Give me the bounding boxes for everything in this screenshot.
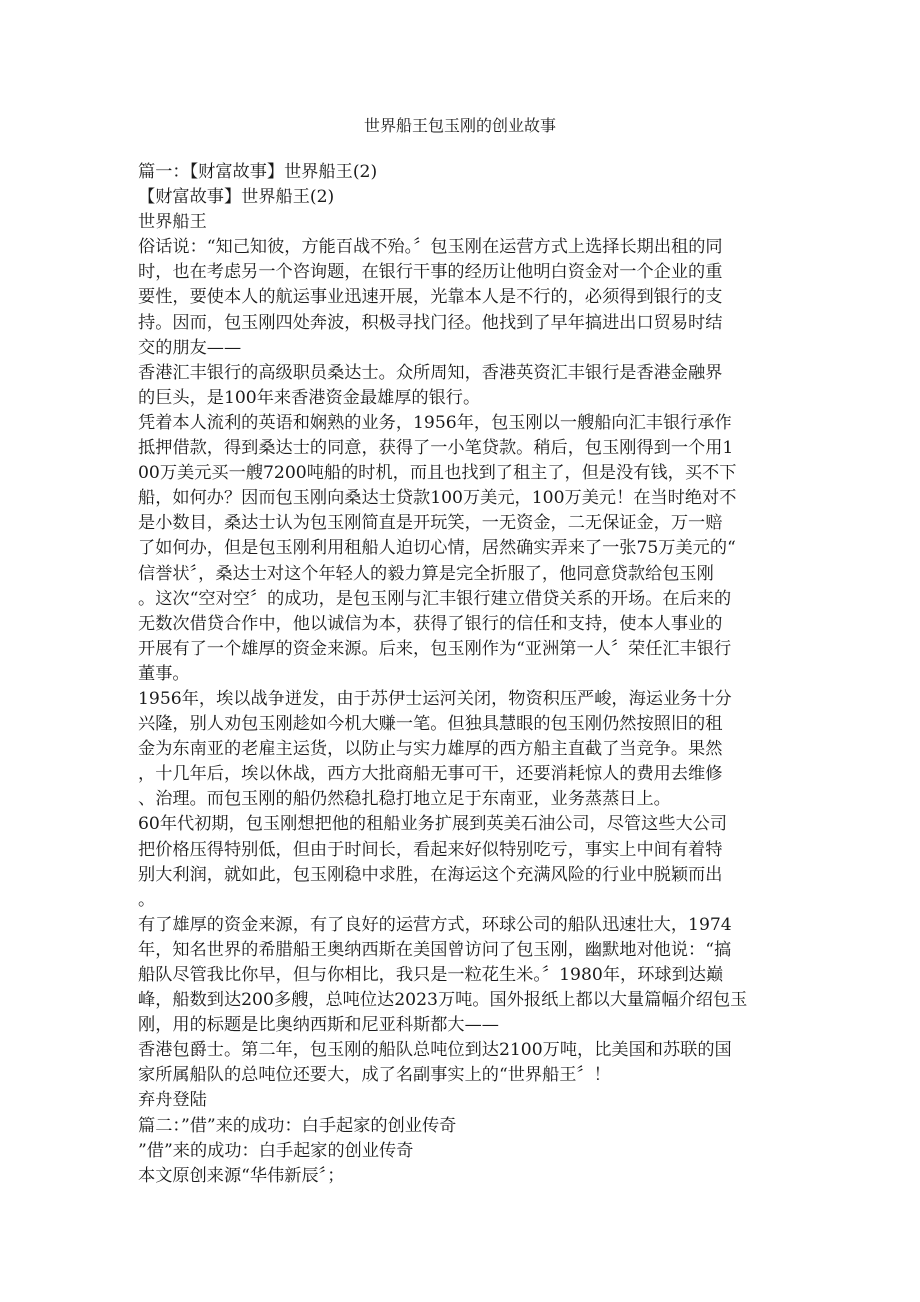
text-line: 持。因而，包玉刚四处奔波，积极寻找门径。他找到了早年搞进出口贸易时结 xyxy=(138,312,723,333)
text-line: 船，如何办？因而包玉刚向桑达士贷款100万美元，100万美元！在当时绝对不 xyxy=(138,488,737,509)
text-line: 船队尽管我比你早，但与你相比，我只是一粒花生米。〞1980年，环球到达巅 xyxy=(138,965,724,985)
text-line: 开展有了一个雄厚的资金来源。后来，包玉刚作为“亚洲第一人〞荣任汇丰银行 xyxy=(138,638,732,659)
article-title: 【财富故事】世界船王(2) xyxy=(138,187,335,208)
text-line: 别大利润，就如此，包玉刚稳中求胜，在海运这个充满风险的行业中脱颖而出 xyxy=(138,864,723,885)
text-line: 把价格压得特别低，但由于时间长，看起来好似特别吃亏，事实上中间有着特 xyxy=(138,839,723,860)
article-subtitle: 世界船王 xyxy=(138,212,207,233)
text-line: 。这次“空对空〞的成功，是包玉刚与汇丰银行建立借贷关系的开场。在后来的 xyxy=(138,588,732,609)
text-line: 00万美元买一艘7200吨船的时机，而且也找到了租主了，但是没有钱，买不下 xyxy=(138,463,737,484)
text-line: 有了雄厚的资金来源，有了良好的运营方式，环球公司的船队迅速壮大，1974 xyxy=(138,914,732,935)
text-line: 、治理。而包玉刚的船仍然稳扎稳打地立足于东南亚，业务蒸蒸日上。 xyxy=(138,789,671,810)
text-line: 凭着本人流利的英语和娴熟的业务，1956年，包玉刚以一艘船向汇丰银行承作 xyxy=(138,412,732,433)
text-line: 俗话说：“知己知彼，方能百战不殆。〞包玉刚在运营方式上选择长期出租的同 xyxy=(138,237,723,258)
text-line: ，十几年后，埃以休战，西方大批商船无事可干，还要消耗惊人的费用去维修 xyxy=(138,764,723,785)
text-line: 。 xyxy=(138,889,156,910)
text-line: 年，知名世界的希腊船王奥纳西斯在美国曾访问了包玉刚，幽默地对他说：“搞 xyxy=(138,939,732,960)
document-title: 世界船王包玉刚的创业故事 xyxy=(363,116,556,135)
text-line: 刚，用的标题是比奥纳西斯和尼亚科斯都大—— xyxy=(138,1015,499,1036)
text-line: 交的朋友—— xyxy=(138,337,242,358)
text-line: 1956年，埃以战争迸发，由于苏伊士运河关闭，物资积压严峻，海运业务十分 xyxy=(138,688,732,709)
text-line: 抵押借款，得到桑达士的同意，获得了一小笔贷款。稍后，包玉刚得到一个用1 xyxy=(138,438,734,459)
text-line: 家所属船队的总吨位还要大，成了名副事实上的“世界船王〞！ xyxy=(138,1065,611,1086)
text-line: 兴隆，别人劝包玉刚趁如今机大赚一笔。但独具慧眼的包玉刚仍然按照旧的租 xyxy=(138,714,723,735)
text-line: 香港汇丰银行的高级职员桑达士。众所周知，香港英资汇丰银行是香港金融界 xyxy=(138,362,723,383)
source-note: 本文原创来源“华伟新辰〞； xyxy=(138,1165,345,1186)
text-line: 是小数目，桑达士认为包玉刚简直是开玩笑，一无资金，二无保证金，万一赔 xyxy=(138,513,723,534)
text-line: 了如何办，但是包玉刚利用租船人迫切心情，居然确实弄来了一张75万美元的“ xyxy=(138,538,736,559)
section-heading-1: 篇一：【财富故事】世界船王(2) xyxy=(138,162,378,182)
text-line: 信誉状〞，桑达士对这个年轻人的毅力算是完全折服了，他同意贷款给包玉刚 xyxy=(138,563,714,584)
section-heading-2: 篇二：”借”来的成功：白手起家的创业传奇 xyxy=(138,1115,457,1136)
text-line: 金为东南亚的老雇主运货，以防止与实力雄厚的西方船主直截了当竞争。果然 xyxy=(138,739,723,760)
text-line: 要性，要使本人的航运事业迅速开展，光靠本人是不行的，必须得到银行的支 xyxy=(138,287,723,308)
text-line: 香港包爵士。第二年，包玉刚的船队总吨位到达2100万吨，比美国和苏联的国 xyxy=(138,1040,732,1061)
article-title-2: ”借”来的成功：白手起家的创业传奇 xyxy=(138,1140,414,1161)
text-line: 时，也在考虑另一个咨询题，在银行干事的经历让他明白资金对一个企业的重 xyxy=(138,262,723,283)
text-line: 无数次借贷合作中，他以诚信为本，获得了银行的信任和支持，使本人事业的 xyxy=(138,613,723,634)
text-line: 的巨头，是100年来香港资金最雄厚的银行。 xyxy=(138,387,481,408)
text-line: 董事。 xyxy=(138,663,190,684)
text-line: 60年代初期，包玉刚想把他的租船业务扩展到英美石油公司，尽管这些大公司 xyxy=(138,814,728,835)
subsection-heading: 弃舟登陆 xyxy=(138,1090,207,1111)
text-line: 峰，船数到达200多艘，总吨位达2023万吨。国外报纸上都以大量篇幅介绍包玉 xyxy=(138,990,748,1011)
document-body xyxy=(138,160,788,1189)
